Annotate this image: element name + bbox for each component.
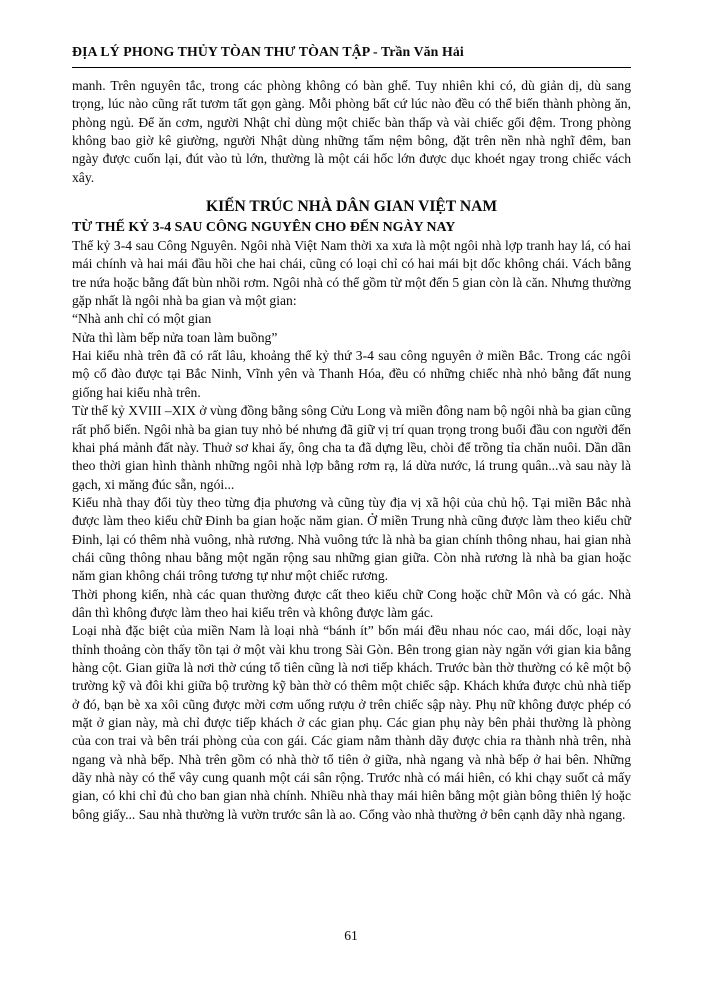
section-subtitle: TỪ THẾ KỶ 3-4 SAU CÔNG NGUYÊN CHO ĐẾN NGÀY NAY	[72, 220, 456, 236]
page-number: 61	[344, 928, 358, 943]
verse-line: Nửa thì làm bếp nửa toan làm buồng”	[72, 329, 278, 345]
paragraph-intro: manh. Trên nguyên tắc, trong các phòng không có bàn ghế. Tuy nhiên khi có, dù giản dị, dù sang trọng, lúc nào cũng rất tươm tất gọn gàng. Mỗi phòng bất cứ lúc nào đều có thể biến thành phòng ăn, phòng ngủ. Để ăn cơm, người Nhật chỉ dùng một chiếc bàn thấp và vài chiếc gối đệm. Trong phòng không bao giờ kê giường, người Nhật dùng những tấm nệm bông, đặt trên nền nhà nghĩ đêm, ban ngày được cuốn lại, đút vào tủ lớn, thường là một cái hốc lớn được dục khoét ngay trong chiếc vách xây.	[72, 78, 631, 185]
page-body	[72, 77, 631, 824]
paragraph: Kiểu nhà thay đổi tùy theo từng địa phương và cũng tùy địa vị xã hội của chủ hộ. Tại miền Bắc nhà được làm theo kiểu chữ Đinh ba gian hoặc năm gian. Ở miền Trung nhà cũng được làm theo kiểu chữ Đinh, lại có thêm nhà vuông, nhà rương. Nhà vuông tức là nhà ba gian chính thông nhau, hai gian nhà chái cũng thông nhau bằng một ngăn rộng sau những gian giữa. Còn nhà rương là nhà ba gian hoặc năm gian không chái trông tương tự như một chiếc rương.	[72, 494, 631, 584]
section-title: KIẾN TRÚC NHÀ DÂN GIAN VIỆT NAM	[205, 198, 498, 216]
verse-line: “Nhà anh chỉ có một gian	[72, 311, 212, 327]
paragraph: Loại nhà đặc biệt của miền Nam là loại nhà “bánh ít” bốn mái đều nhau nóc cao, mái dốc, loại này thỉnh thoảng còn thấy tồn tại ở một vài khu trong Sài Gòn. Bên trong gian này ngăn với gian kia bằng hàng cột. Gian giữa là nơi thờ cúng tổ tiên cũng là nơi tiếp khách. Trước bàn thờ thường có kê một bộ trường kỹ và đôi khi giữa bộ trường kỹ bàn thờ có thêm một chiếc sập. Khách khứa được chủ nhà tiếp ở đó, bạn bè xa xôi cũng được mời cơm uống rượu ở trên chiếc sập này. Phụ nữ không được phép có mặt ở gian này, mà chỉ được tiếp khách ở các gian phụ. Các gian phụ này bên phải thường là phòng của con trai và bên trái phòng của con gái. Các giam nằm thành dãy được chia ra thành nhà trên, nhà ngang và nhà bếp. Nhà trên gồm có nhà thờ tổ tiên ở giữa, nhà ngang và nhà bếp ở hai bên. Những dãy nhà này có thể vây cung quanh một cái sân rộng. Trước nhà có mái hiên, có khi chạy suốt cả mấy gian, có khi chỉ đủ cho ban gian nhà chính. Nhiều nhà thay mái hiên bằng một giàn bông thiên lý hoặc bông giấy... Sau nhà thường là vườn trước sân là ao. Cổng vào nhà thường ở bên cạnh dãy nhà ngang.	[72, 623, 631, 822]
header-divider	[72, 67, 631, 68]
paragraph: Thời phong kiến, nhà các quan thường được cất theo kiểu chữ Cong hoặc chữ Môn và có gác. Nhà dân thì không được làm theo hai kiểu trên và không được làm gác.	[72, 586, 631, 620]
paragraph: Hai kiểu nhà trên đã có rất lâu, khoảng thế kỷ thứ 3-4 sau công nguyên ở miền Bắc. Trong các ngôi mộ cổ đào được tại Bắc Ninh, Vĩnh yên và Thanh Hóa, đều có những chiếc nhà nhỏ bằng đất nung giống hai kiểu nhà trên.	[72, 348, 631, 400]
paragraph: Thế kỷ 3-4 sau Công Nguyên. Ngôi nhà Việt Nam thời xa xưa là một ngôi nhà lợp tranh hay lá, có hai mái chính và hai mái đầu hồi che hai chái, cũng có loại chỉ có hai mái bịt dốc không chái. Vách bằng tre nứa hoặc bằng đất bùn nhồi rơm. Ngôi nhà có thể gồm từ một đến 5 gian còn là căn. Nhưng thường gặp nhất là ngôi nhà ba gian và một gian:	[72, 238, 631, 309]
paragraph: Từ thế kỷ XVIII –XIX ở vùng đồng bằng sông Cửu Long và miền đông nam bộ ngôi nhà ba gian cũng rất phổ biến. Ngôi nhà ba gian tuy nhỏ bé nhưng đã giữ vị trí quan trọng trong buổi đầu con người đến khai phá mảnh đất này. Thuở sơ khai ấy, ông cha ta đã dựng lều, chòi để trồng tỉa chăn nuôi. Dần dần theo thời gian hình thành những ngôi nhà lợp bằng rơm rạ, lá dừa nước, lá trung quân...và sau này là gạch, xi măng đúc sẵn, ngói...	[72, 403, 631, 492]
running-header: ĐỊA LÝ PHONG THỦY TÒAN THƯ TÒAN TẬP - Trần Văn Hải	[72, 44, 464, 59]
